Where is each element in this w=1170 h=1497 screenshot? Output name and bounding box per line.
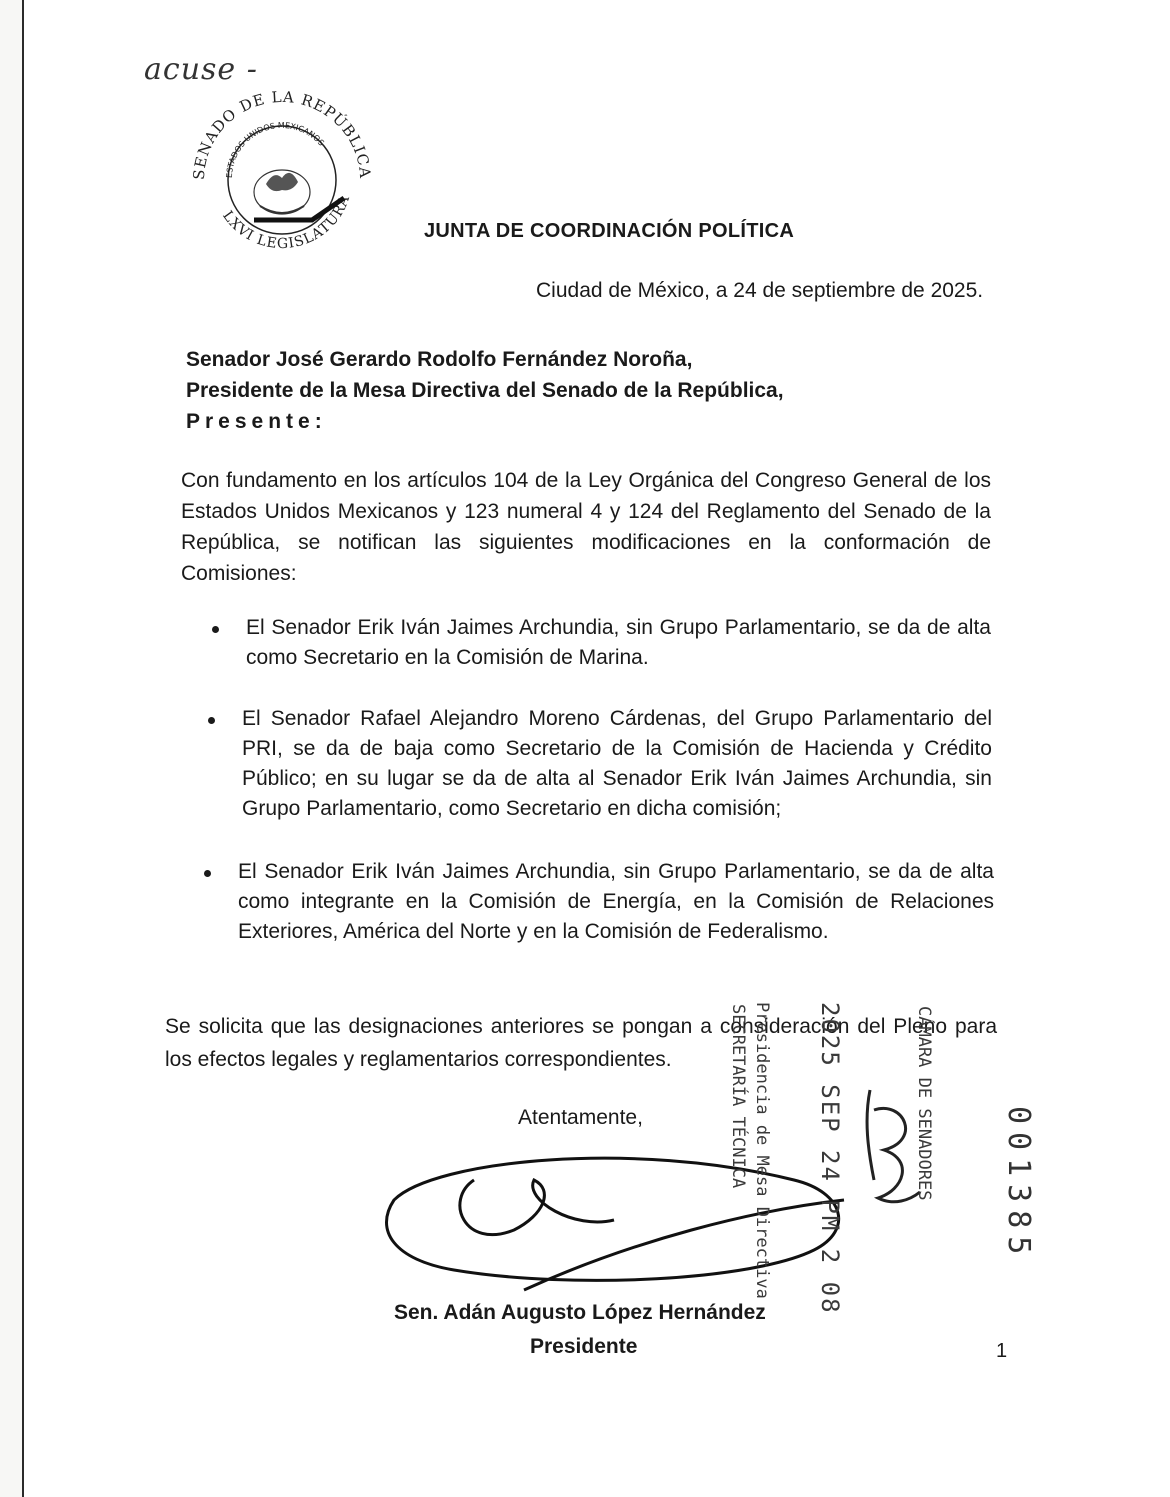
addressee-position: Presidente de la Mesa Directiva del Senado de la República, [186, 379, 784, 402]
signer-role: Presidente [530, 1335, 638, 1358]
received-stamp-chamber: CÁMARA DE SENADORES [914, 1006, 934, 1201]
page-title: JUNTA DE COORDINACIÓN POLÍTICA [424, 220, 795, 242]
list-item-text: El Senador Erik Iván Jaimes Archundia, sin Grupo Parlamentario, se da de alta como integrante en la Comisión de Energía, en la Comisión de Relaciones Exteriores, América del Norte y en la Comisión de Federalismo. [238, 860, 994, 943]
bullet-icon [204, 870, 211, 877]
dateline: Ciudad de México, a 24 de septiembre de 2025. [536, 279, 984, 302]
addressee-greeting: Presente: [186, 410, 327, 433]
list-item-text: El Senador Erik Iván Jaimes Archundia, sin Grupo Parlamentario, se da de alta como Secretario en la Comisión de Marina. [246, 616, 991, 669]
page-number: 1 [996, 1340, 1008, 1362]
closing-paragraph: Se solicita que las designaciones anteriores se pongan a consideración del Pleno para los efectos legales y reglamentarios correspondientes. [165, 1015, 997, 1071]
received-stamp-folio: 001385 [1001, 1106, 1036, 1263]
svg-text:LXVI LEGISLATURA: LXVI LEGISLATURA [219, 192, 354, 250]
handwritten-note: acuse - [144, 52, 258, 87]
list-item [246, 613, 991, 673]
signer-name: Sen. Adán Augusto López Hernández [394, 1301, 766, 1324]
list-item [238, 857, 994, 947]
bullet-icon [212, 626, 219, 633]
addressee-name: Senador José Gerardo Rodolfo Fernández Noroña, [186, 348, 693, 371]
senate-seal-logo [184, 80, 374, 250]
received-stamp-office-2: SECRETARÍA TÉCNICA [728, 1004, 748, 1189]
list-item [242, 704, 992, 824]
received-stamp-office: Presidencia de Mesa Directiva [752, 1002, 772, 1299]
svg-text:SENADO DE LA REPÚBLICA: SENADO DE LA REPÚBLICA [189, 87, 374, 181]
document-page [22, 0, 1170, 1497]
sign-off: Atentamente, [518, 1106, 643, 1129]
list-item-text: El Senador Rafael Alejandro Moreno Cárdenas, del Grupo Parlamentario del PRI, se da de baja como Secretario de la Comisión de Hacienda y Crédito Público; en su lugar se da de alta al Senador Erik Iván Jaimes Archundia, sin Grupo Parlamentario, como Secretario en dicha comisión; [242, 707, 992, 820]
received-stamp-timestamp: 2025 SEP 24 PM 2 08 [816, 1002, 844, 1315]
bullet-icon [208, 717, 215, 724]
addressee-block [186, 344, 784, 437]
svg-text:ESTADOS UNIDOS MEXICANOS: ESTADOS UNIDOS MEXICANOS [224, 120, 326, 179]
intro-paragraph: Con fundamento en los artículos 104 de la Ley Orgánica del Congreso General de los Estados Unidos Mexicanos y 123 numeral 4 y 124 del Reglamento del Senado de la República, se notifican las siguientes modificaciones en la conformación de Comisiones: [181, 469, 991, 585]
